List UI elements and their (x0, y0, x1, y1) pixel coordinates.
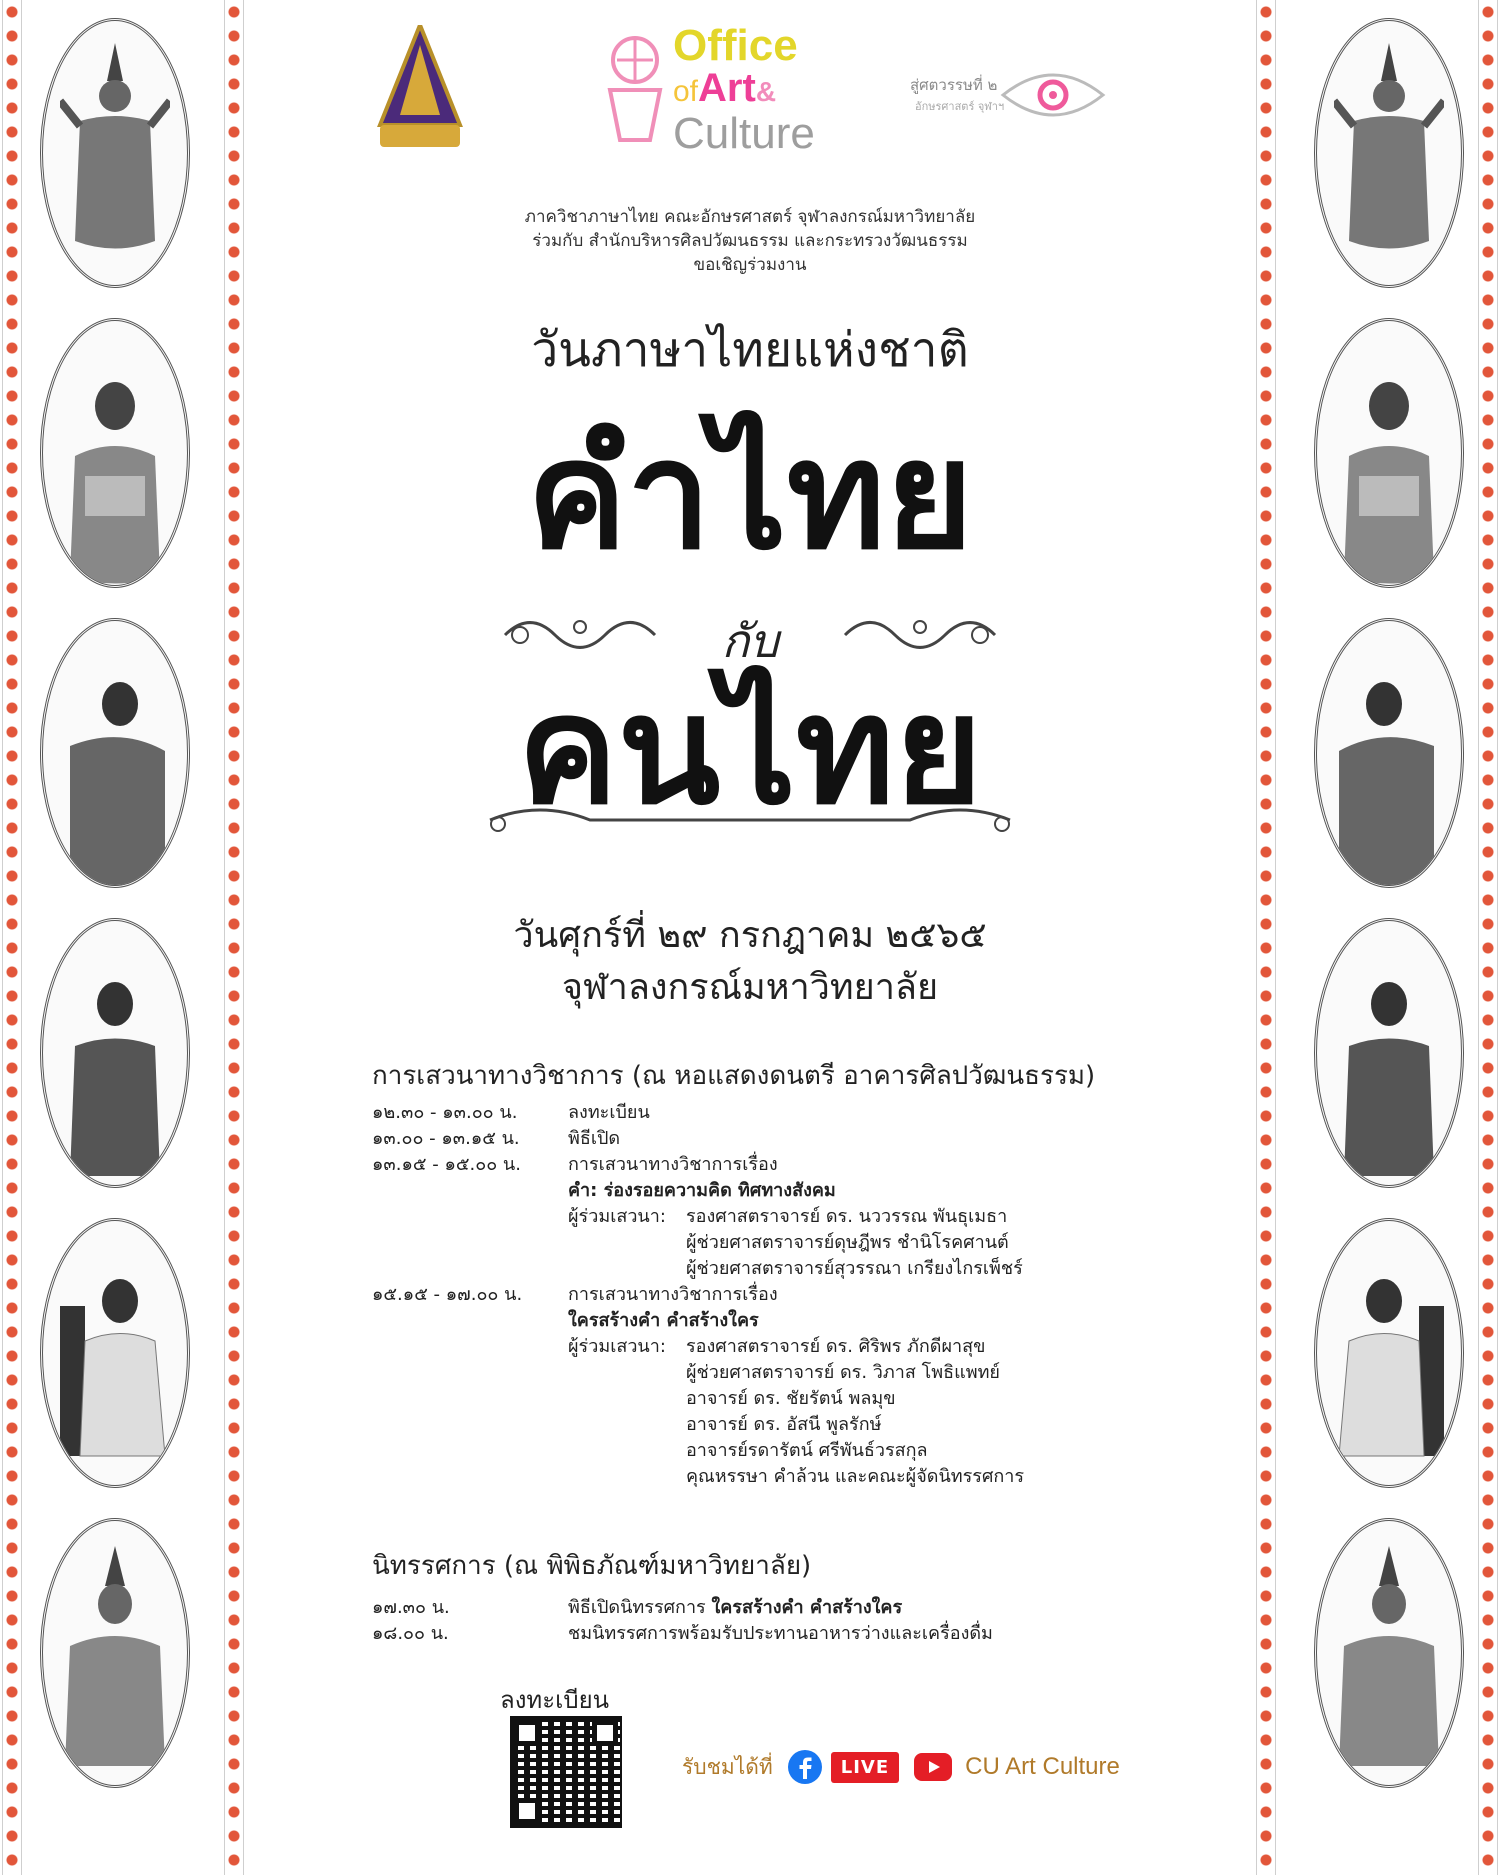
exhibition-title: ใครสร้างคำ คำสร้างใคร (711, 1597, 903, 1618)
schedule-row (372, 1204, 1192, 1230)
facebook-icon[interactable] (787, 1749, 823, 1785)
right-border-strip-inner (1254, 0, 1278, 1875)
schedule-activity: พิธีเปิดนิทรรศการ (568, 1597, 706, 1618)
portrait-frame-seated-man (40, 1218, 190, 1488)
exhibition-heading: นิทรรศการ (ณ พิพิธภัณฑ์มหาวิทยาลัย) (372, 1551, 812, 1581)
office-art-culture-logo (595, 21, 845, 158)
portrait-frame-seated-man-right (1314, 1218, 1464, 1488)
intro-line-1: ภาควิชาภาษาไทย คณะอักษรศาสตร์ จุฬาลงกรณ์มหาวิทยาลัย (524, 207, 976, 227)
schedule-activity: การเสวนาทางวิชาการเรื่อง (568, 1284, 778, 1305)
schedule-row (372, 1256, 1192, 1282)
schedule-time: ๑๓.๐๐ - ๑๓.๑๕ น. (372, 1128, 520, 1149)
portrait-frame-man-back-right (1314, 618, 1464, 888)
event-title-middle: กับ (721, 614, 779, 668)
schedule-row (372, 1308, 1192, 1334)
event-date-venue (310, 910, 1190, 1014)
poster-content (310, 0, 1190, 1875)
intro-line-3: ขอเชิญร่วมงาน (693, 255, 807, 275)
left-border-strip-outer (0, 0, 24, 1875)
schedule-activity: พิธีเปิด (568, 1128, 621, 1149)
youtube-icon[interactable] (913, 1751, 953, 1783)
panelist: ผู้ช่วยศาสตราจารย์ดุษฎีพร ชำนิโรคศานต์ (686, 1232, 1009, 1253)
event-date: วันศุกร์ที่ ๒๙ กรกฎาคม ๒๕๖๕ (513, 915, 987, 956)
title-underline-flourish-icon (480, 800, 1020, 840)
flourish-left-icon (500, 605, 660, 665)
exhibit-logo-line2: อักษรศาสตร์ จุฬาฯ (915, 100, 1005, 113)
panelist: อาจารย์รดารัตน์ ศรีพันธ์วรสกุล (686, 1440, 928, 1461)
portrait-frame-dancer (40, 18, 190, 288)
panelist: ผู้ช่วยศาสตราจารย์ ดร. วิภาส โพธิแพทย์ (686, 1362, 1000, 1383)
left-portrait-column (30, 0, 220, 1875)
portrait-frame-man-back (40, 618, 190, 888)
event-subtitle: วันภาษาไทยแห่งชาติ (531, 322, 969, 378)
panelist: รองศาสตราจารย์ ดร. นววรรณ พันธุเมธา (686, 1206, 1008, 1227)
watch-row (682, 1745, 1120, 1789)
seminar-topic-2: ใครสร้างคำ คำสร้างใคร (568, 1310, 759, 1331)
register-label: ลงทะเบียน (500, 1686, 610, 1714)
panelist: อาจารย์ ดร. อัสนี พูลรักษ์ (686, 1414, 882, 1435)
feather-eye-icon (998, 65, 1108, 125)
logo-row (310, 20, 1190, 160)
schedule-row (372, 1360, 1192, 1386)
ministry-crest-icon (375, 25, 465, 155)
schedule-row (372, 1412, 1192, 1438)
seminar-topic-1: คำ: ร่องรอยความคิด ทิศทางสังคม (568, 1180, 836, 1201)
schedule-row (372, 1334, 1192, 1360)
panel-label: ผู้ร่วมเสวนา: (568, 1336, 666, 1357)
left-border-strip-inner (222, 0, 246, 1875)
schedule-row (372, 1100, 1192, 1126)
event-title-line-1: คำไทย (526, 407, 974, 583)
exhibit-logo-line1: สู่ศตวรรษที่ ๒ (910, 76, 998, 94)
portrait-frame-dancer-right (1314, 18, 1464, 288)
event-venue: จุฬาลงกรณ์มหาวิทยาลัย (561, 967, 939, 1008)
channel-name[interactable]: CU Art Culture (965, 1753, 1120, 1780)
schedule-row (372, 1152, 1192, 1178)
logo-office-text: Office (673, 21, 798, 70)
event-title-line-2: คนไทย (517, 662, 983, 838)
seminar-heading: การเสวนาทางวิชาการ (ณ หอแสดงดนตรี อาคารศิลปวัฒนธรรม) (372, 1061, 1096, 1091)
schedule-row (372, 1126, 1192, 1152)
watch-label: รับชมได้ที่ (682, 1754, 773, 1779)
schedule-row (372, 1282, 1192, 1308)
portrait-frame-woman-1-right (1314, 318, 1464, 588)
right-portrait-column (1284, 0, 1474, 1875)
panelist: อาจารย์ ดร. ชัยรัตน์ พลมุข (686, 1388, 896, 1409)
portrait-frame-woman-2 (40, 918, 190, 1188)
schedule-row (372, 1621, 1192, 1647)
schedule-row (372, 1464, 1192, 1490)
schedule-time: ๑๕.๑๕ - ๑๗.๐๐ น. (372, 1284, 523, 1305)
schedule-row (372, 1386, 1192, 1412)
register-qr-code[interactable] (510, 1716, 622, 1828)
schedule-time: ๑๘.๐๐ น. (372, 1623, 449, 1644)
portrait-frame-performer-right (1314, 1518, 1464, 1788)
chulalongkorn-emblem-icon (595, 30, 675, 150)
schedule-activity: ลงทะเบียน (568, 1102, 650, 1123)
portrait-frame-woman-1 (40, 318, 190, 588)
intro-text (310, 205, 1190, 277)
logo-of-text: of (673, 75, 699, 108)
logo-art-text: Art (698, 66, 756, 110)
schedule-row (372, 1595, 1192, 1621)
panelist: รองศาสตราจารย์ ดร. ศิริพร ภักดีผาสุข (686, 1336, 986, 1357)
logo-amp-text: & (755, 76, 777, 107)
seminar-schedule (372, 1100, 1192, 1490)
schedule-activity: การเสวนาทางวิชาการเรื่อง (568, 1154, 778, 1175)
schedule-time: ๑๗.๓๐ น. (372, 1597, 450, 1618)
schedule-row (372, 1230, 1192, 1256)
portrait-frame-woman-2-right (1314, 918, 1464, 1188)
schedule-row (372, 1438, 1192, 1464)
logo-culture-text: Culture (673, 109, 815, 158)
exhibition-schedule (372, 1595, 1192, 1647)
exhibit-logo (910, 65, 1110, 135)
panelist: ผู้ช่วยศาสตราจารย์สุวรรณา เกรียงไกรเพ็ชร์ (686, 1258, 1023, 1279)
schedule-row (372, 1178, 1192, 1204)
schedule-time: ๑๒.๓๐ - ๑๓.๐๐ น. (372, 1102, 518, 1123)
portrait-frame-performer (40, 1518, 190, 1788)
panel-label: ผู้ร่วมเสวนา: (568, 1206, 666, 1227)
panelist: คุณหรรษา คำล้วน และคณะผู้จัดนิทรรศการ (686, 1466, 1025, 1487)
right-border-strip-outer (1476, 0, 1500, 1875)
flourish-right-icon (840, 605, 1000, 665)
intro-line-2: ร่วมกับ สำนักบริหารศิลปวัฒนธรรม และกระทรวงวัฒนธรรม (532, 231, 968, 251)
schedule-activity: ชมนิทรรศการพร้อมรับประทานอาหารว่างและเครื่องดื่ม (568, 1623, 993, 1644)
schedule-time: ๑๓.๑๕ - ๑๕.๐๐ น. (372, 1154, 521, 1175)
live-badge: LIVE (831, 1752, 899, 1783)
